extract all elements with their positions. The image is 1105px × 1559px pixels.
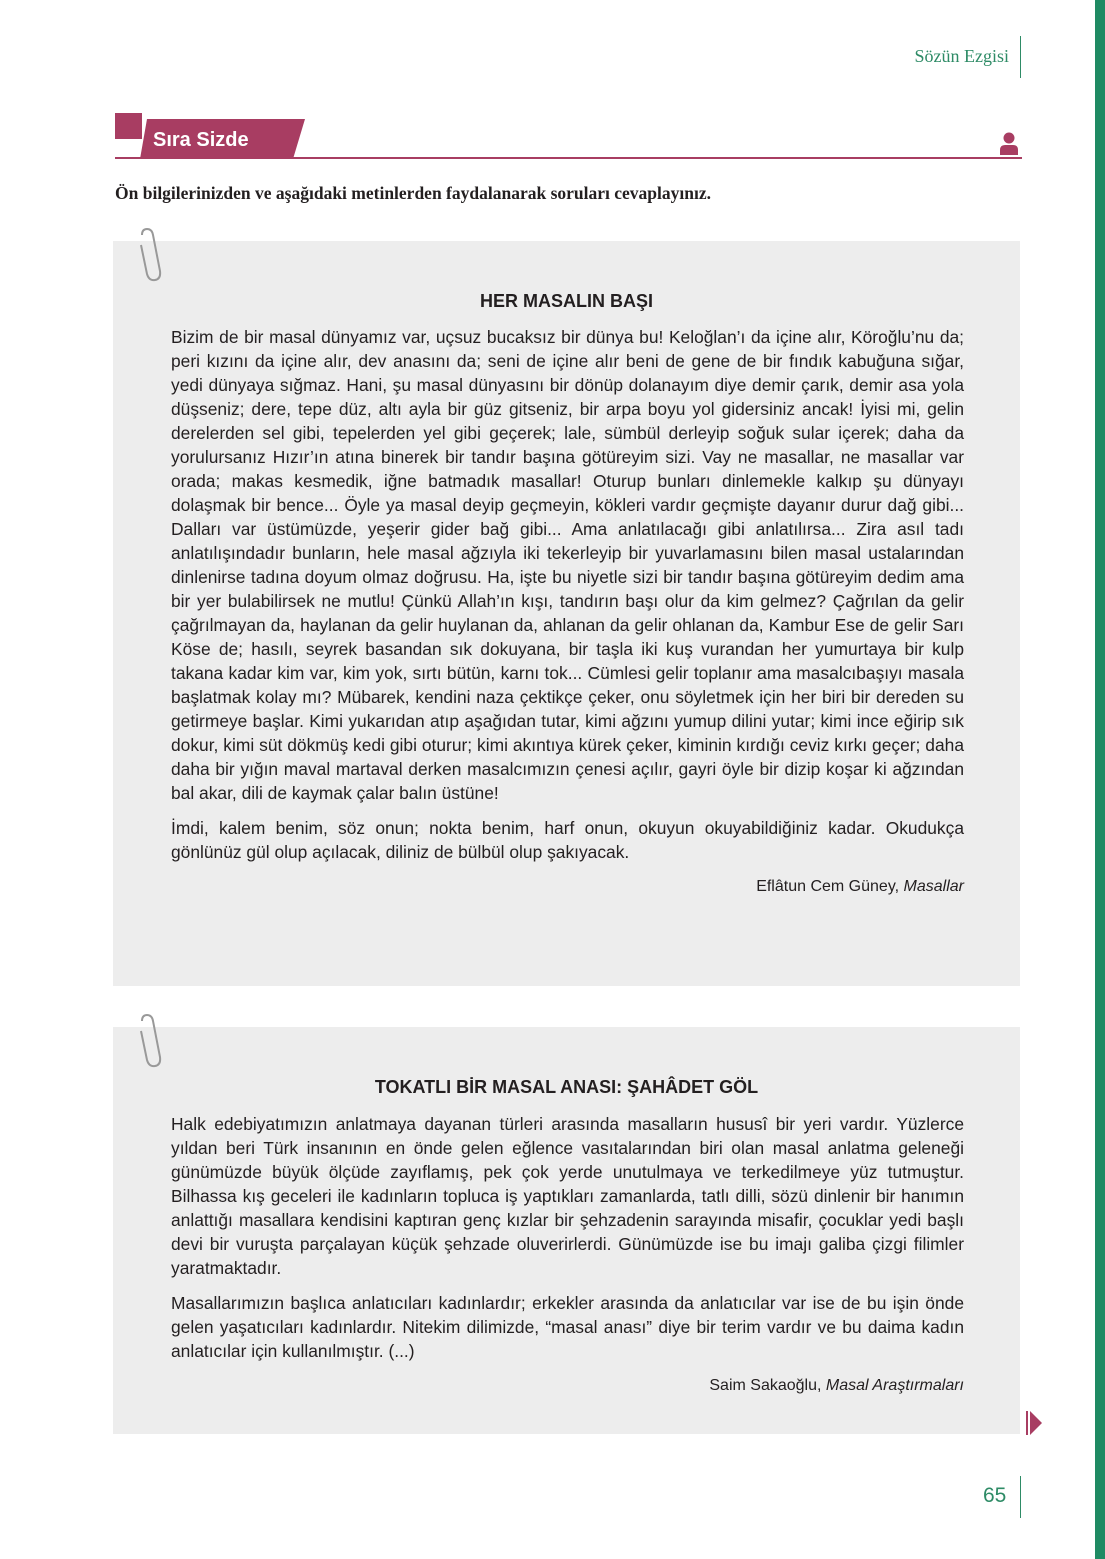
- text-title: TOKATLI BİR MASAL ANASI: ŞAHÂDET GÖL: [374, 1077, 759, 1097]
- page-number: 65: [983, 1484, 1007, 1507]
- running-head: Sözün Ezgisi: [914, 46, 1009, 66]
- divider: [1020, 36, 1021, 78]
- text-body: [171, 325, 964, 899]
- page-edge-bar: [1095, 0, 1105, 1559]
- text-body: [171, 1112, 964, 1398]
- next-page-arrow-icon: [1026, 1411, 1044, 1435]
- text-box-1: [113, 241, 1020, 986]
- text-title: HER MASALIN BAŞI: [479, 291, 653, 311]
- source-citation: [171, 1374, 964, 1398]
- paragraph: Masallarımızın başlıca anlatıcıları kadınlardır; erkekler arasında da anlatıcılar var ise de bu işin önde gelen yaşatıcıları kadınlardır. Nitekim dilimizde, “masal anası” diye bir terim vardır ve bu daima kadın anlatıcılar için kullanılmıştır. (...): [171, 1293, 964, 1361]
- work-title: Masal Araştırmaları: [825, 1377, 964, 1394]
- person-icon: [999, 131, 1019, 155]
- section-underline: [115, 157, 1022, 159]
- paperclip-icon: [133, 1013, 163, 1069]
- paragraph: İmdi, kalem benim, söz onun; nokta benim, harf onun, okuyun okuyabildiğiniz kadar. Okudukça gönlünüz gül olup açılacak, diliniz de bülbül olup şakıyacak.: [171, 818, 964, 862]
- text-box-2: [113, 1027, 1020, 1434]
- paperclip-icon: [133, 227, 163, 283]
- author: Saim Sakaoğlu,: [709, 1377, 822, 1394]
- instruction: Ön bilgilerinizden ve aşağıdaki metinlerden faydalanarak soruları cevaplayınız.: [115, 183, 711, 203]
- source-citation: [171, 875, 964, 899]
- divider: [1020, 1476, 1021, 1518]
- work-title: Masallar: [903, 878, 964, 895]
- section-decoration: [115, 113, 142, 139]
- paragraph: Bizim de bir masal dünyamız var, uçsuz bucaksız bir dünya bu! Keloğlan’ı da içine alır, Köroğlu’nu da; peri kızını da içine alır, dev anasını da; seni de içine alır beni de gene de bir fındık kabuğuna sığar, yedi dünyaya sığmaz. Hani, şu masal dünyasını bir dönüp dolanayım diye demir çarık, demir asa yola düşseniz; dere, tepe düz, altı ayla bir güz gitseniz, bir arpa boyu yol gidersiniz ancak! İyisi mi, gelin derelerden sel gibi, tepelerden yel gibi geçerek; lale, sümbül derleyip soğuk sular içerek; daha da yorulursanız Hızır’ın atına binerek bir tandır başına götüreyim sizi. Vay ne masallar, ne masallar var orada; makas kesmedik, iğne batmadık masallar! Oturup bunları dinlemekle kalkıp şu dünyayı dolaşmak bir bence... Öyle ya masal deyip geçmeyin, kökleri vardır geçmişte dayanır durur dağ gibi... Dalları var üstümüzde, yeşerir gider bağ gibi... Ama anlatılacağı gibi anlatılırsa... Zira asıl tadı anlatılışındadır bunların, hele masal ağzıyla iki tekerleyip bir yuvarlamasını bilen masal ustalarından dinlenirse tadına doyum olmaz doğrusu. Ha, işte bu niyetle sizi bir tandır başına götüreyim dedim ama bir yer bulabilirsek ne mutlu! Çünkü Allah’ın kışı, tandırın başı olur da kim gelmez? Çağrılan da gelir çağrılmayan da, haylanan da gelir huylanan da, ahlanan da gelir ohlanan da, Kambur Ese de gelir Sarı Köse de; hasılı, seyrek basandan sık dokuyana, bir taşla iki kuş vurandan her yumurtaya bir kulp takana kadar kim var, kim yok, sırtı bütün, karnı tok... Cümlesi gelir toplanır ama masalcıbaşıyı masala başlatmak kolay mı? Mübarek, kendini naza çektikçe çeker, onu söyletmek için her biri bir dereden su getirmeye başlar. Kimi yukarıdan atıp aşağıdan tutar, kimi ağzını yumup dilini yutar; kimi ince eğirip sık dokur, kimi süt dökmüş kedi gibi oturur; kimi akıntıya kürek çeker, kiminin kırdığı ceviz kırkı geçer; daha daha bir yığın maval martaval derken masalcımızın çenesi açılır, gayri öyle bir dizip koşar ki ağzından bal akar, dili de kaymak çalar balın üstüne!: [171, 327, 964, 803]
- paragraph: Halk edebiyatımızın anlatmaya dayanan türleri arasında masalların hususî bir yeri vardır. Yüzlerce yıldan beri Türk insanının en önde gelen eğlence vasıtalarından biri olan masal anlatma geleneği günümüzde büyük ölçüde zayıflamış, pek çok yerde unutulmaya ve terkedilmeye yüz tutmuştur. Bilhassa kış geceleri ile kadınların topluca iş yaptıkları zamanlarda, tatlı dilli, sözü dinlenir bir hanımın anlattığı masallara kendisini kaptıran genç kızlar bir şehzadenin sarayında misafir, çocuklar yedi başlı devi bir vuruşta parçalayan küçük şehzade oluverirlerdi. Günümüzde ise bu imajı galiba çizgi filimler yaratmaktadır.: [171, 1114, 964, 1278]
- section-title: Sıra Sizde: [153, 129, 249, 151]
- author: Eflâtun Cem Güney,: [756, 878, 900, 895]
